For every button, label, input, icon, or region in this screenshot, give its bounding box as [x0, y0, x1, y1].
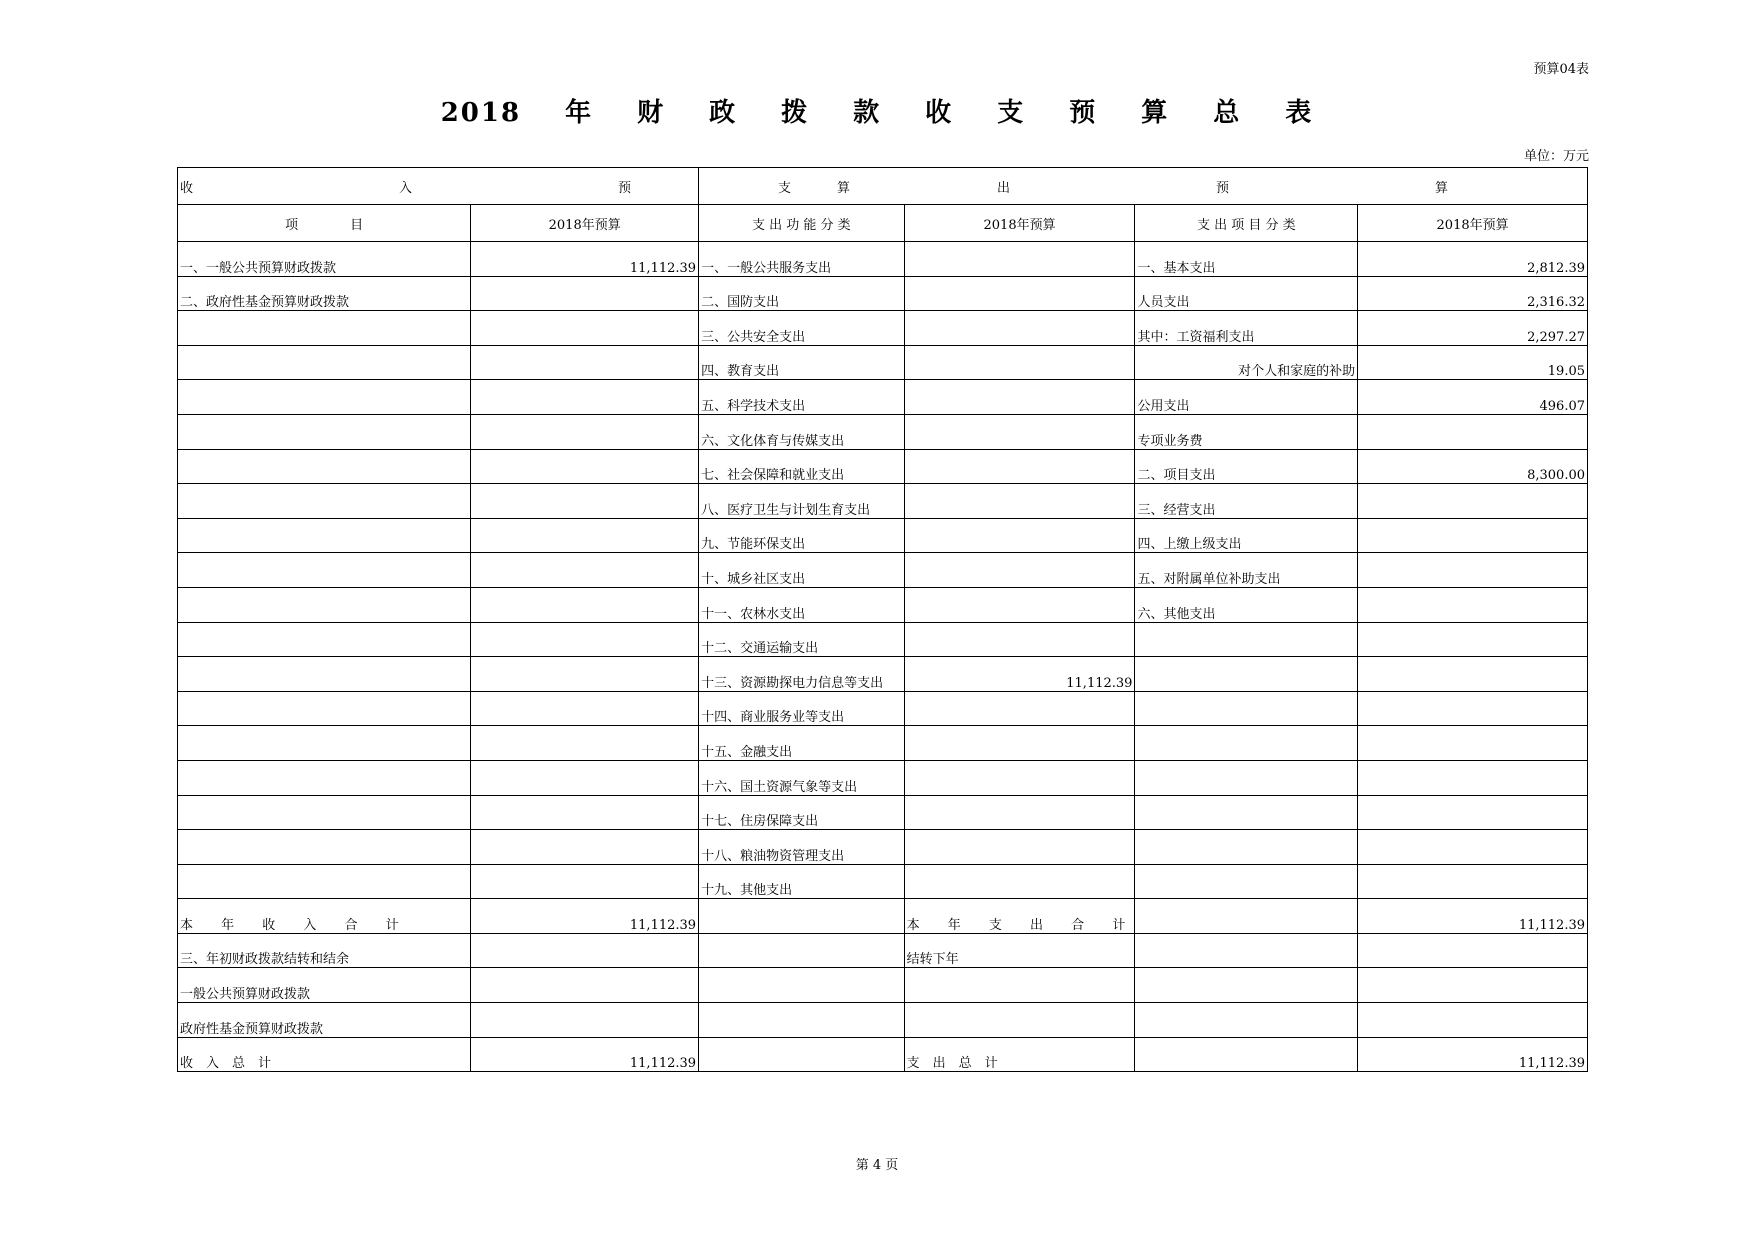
income-item — [178, 553, 471, 588]
col-header-proj: 支 出 项 目 分 类 — [1135, 205, 1358, 242]
title-char: 款 — [853, 98, 882, 128]
income-value — [471, 830, 699, 865]
title-char: 算 — [1141, 98, 1170, 128]
income-value — [471, 933, 699, 968]
proj-value: 11,112.39 — [1358, 899, 1588, 934]
func-value — [904, 622, 1135, 657]
func-item: 十七、住房保障支出 — [699, 795, 905, 830]
proj-value: 496.07 — [1358, 380, 1588, 415]
proj-item: 四、上缴上级支出 — [1135, 518, 1358, 553]
proj-item — [1135, 1003, 1358, 1038]
func-value — [904, 1003, 1135, 1038]
income-item — [178, 449, 471, 484]
table-row — [178, 899, 1588, 934]
proj-item — [1135, 933, 1358, 968]
title-char: 年 — [565, 98, 594, 128]
proj-value — [1358, 553, 1588, 588]
func-value — [904, 380, 1135, 415]
table-row — [178, 726, 1588, 761]
income-value — [471, 587, 699, 622]
income-item — [178, 518, 471, 553]
proj-item — [1135, 899, 1358, 934]
func-value — [904, 414, 1135, 449]
proj-value — [1358, 933, 1588, 968]
func-value — [904, 449, 1135, 484]
table-row — [178, 414, 1588, 449]
proj-value: 19.05 — [1358, 345, 1588, 380]
proj-value — [1358, 760, 1588, 795]
proj-value: 2,297.27 — [1358, 311, 1588, 346]
func-item: 十六、国土资源气象等支出 — [699, 760, 905, 795]
proj-item: 公用支出 — [1135, 380, 1358, 415]
income-item — [178, 760, 471, 795]
income-item: 政府性基金预算财政拨款 — [178, 1003, 471, 1038]
func-item: 五、科学技术支出 — [699, 380, 905, 415]
page-title — [0, 92, 1754, 129]
income-value — [471, 449, 699, 484]
proj-item — [1135, 691, 1358, 726]
proj-item — [1135, 864, 1358, 899]
income-item — [178, 587, 471, 622]
table-row — [178, 242, 1588, 277]
proj-value — [1358, 795, 1588, 830]
income-item — [178, 726, 471, 761]
table-row — [178, 380, 1588, 415]
income-value — [471, 622, 699, 657]
table-row — [178, 968, 1588, 1003]
func-value — [904, 691, 1135, 726]
income-item — [178, 691, 471, 726]
table-row — [178, 691, 1588, 726]
income-item — [178, 311, 471, 346]
func-item: 十八、粮油物资管理支出 — [699, 830, 905, 865]
table-row — [178, 276, 1588, 311]
func-value — [904, 345, 1135, 380]
proj-value — [1358, 622, 1588, 657]
expense-group-header: 支 出 预 算 — [699, 168, 1588, 205]
func-value — [904, 760, 1135, 795]
income-item — [178, 484, 471, 519]
income-value — [471, 760, 699, 795]
func-item: 四、教育支出 — [699, 345, 905, 380]
income-value — [471, 795, 699, 830]
income-value — [471, 968, 699, 1003]
income-value — [471, 380, 699, 415]
proj-item: 人员支出 — [1135, 276, 1358, 311]
func-value — [904, 484, 1135, 519]
proj-value — [1358, 691, 1588, 726]
title-char: 2018 — [440, 98, 522, 128]
income-value — [471, 518, 699, 553]
income-value: 11,112.39 — [471, 1037, 699, 1072]
func-item: 十、城乡社区支出 — [699, 553, 905, 588]
table-row — [178, 345, 1588, 380]
income-item — [178, 380, 471, 415]
income-item — [178, 345, 471, 380]
func-item — [699, 968, 905, 1003]
col-header-func: 支 出 功 能 分 类 — [699, 205, 905, 242]
func-item: 七、社会保障和就业支出 — [699, 449, 905, 484]
func-value — [904, 553, 1135, 588]
title-char: 预 — [1069, 98, 1098, 128]
proj-value — [1358, 587, 1588, 622]
income-value — [471, 657, 699, 692]
proj-value — [1358, 726, 1588, 761]
func-item: 一、一般公共服务支出 — [699, 242, 905, 277]
proj-value — [1358, 484, 1588, 519]
income-value — [471, 691, 699, 726]
income-value — [471, 1003, 699, 1038]
table-row — [178, 864, 1588, 899]
table-row — [178, 553, 1588, 588]
col-header-item: 项 目 — [178, 205, 471, 242]
proj-item: 专项业务费 — [1135, 414, 1358, 449]
proj-value — [1358, 657, 1588, 692]
proj-value: 11,112.39 — [1358, 1037, 1588, 1072]
income-item — [178, 864, 471, 899]
proj-item: 其中：工资福利支出 — [1135, 311, 1358, 346]
page-number: 第 4 页 — [855, 1158, 899, 1173]
func-value — [904, 518, 1135, 553]
proj-item: 一、基本支出 — [1135, 242, 1358, 277]
proj-item: 六、其他支出 — [1135, 587, 1358, 622]
proj-item: 五、对附属单位补助支出 — [1135, 553, 1358, 588]
income-value: 11,112.39 — [471, 899, 699, 934]
proj-item — [1135, 795, 1358, 830]
table-row — [178, 484, 1588, 519]
func-item: 三、公共安全支出 — [699, 311, 905, 346]
func-item: 十二、交通运输支出 — [699, 622, 905, 657]
proj-value: 8,300.00 — [1358, 449, 1588, 484]
proj-value — [1358, 1003, 1588, 1038]
func-value — [904, 726, 1135, 761]
func-item: 八、医疗卫生与计划生育支出 — [699, 484, 905, 519]
table-row — [178, 657, 1588, 692]
func-item: 十一、农林水支出 — [699, 587, 905, 622]
proj-value: 2,316.32 — [1358, 276, 1588, 311]
income-value — [471, 864, 699, 899]
func-value: 结转下年 — [904, 933, 1135, 968]
title-char: 表 — [1285, 98, 1314, 128]
title-char: 支 — [997, 98, 1026, 128]
income-value — [471, 345, 699, 380]
income-item: 收 入 总 计 — [178, 1037, 471, 1072]
func-item — [699, 1037, 905, 1072]
proj-item — [1135, 657, 1358, 692]
func-item: 六、文化体育与传媒支出 — [699, 414, 905, 449]
col-header-func-budget: 2018年预算 — [904, 205, 1135, 242]
income-item — [178, 657, 471, 692]
table-row — [178, 795, 1588, 830]
income-value — [471, 311, 699, 346]
income-value: 11,112.39 — [471, 242, 699, 277]
col-header-proj-budget: 2018年预算 — [1358, 205, 1588, 242]
table-row — [178, 760, 1588, 795]
income-item — [178, 795, 471, 830]
title-char: 总 — [1213, 98, 1242, 128]
func-value — [904, 587, 1135, 622]
func-item: 十三、资源勘探电力信息等支出 — [699, 657, 905, 692]
proj-value: 2,812.39 — [1358, 242, 1588, 277]
func-value — [904, 276, 1135, 311]
proj-item — [1135, 622, 1358, 657]
title-char: 财 — [637, 98, 666, 128]
proj-item — [1135, 830, 1358, 865]
func-value — [904, 864, 1135, 899]
func-item: 十四、商业服务业等支出 — [699, 691, 905, 726]
title-char: 拨 — [781, 98, 810, 128]
func-item: 十五、金融支出 — [699, 726, 905, 761]
income-value — [471, 276, 699, 311]
func-value: 本 年 支 出 合 计 — [904, 899, 1135, 934]
func-value: 支 出 总 计 — [904, 1037, 1135, 1072]
proj-item — [1135, 1037, 1358, 1072]
income-item: 一般公共预算财政拨款 — [178, 968, 471, 1003]
func-item: 九、节能环保支出 — [699, 518, 905, 553]
table-row — [178, 518, 1588, 553]
income-item: 二、政府性基金预算财政拨款 — [178, 276, 471, 311]
table-row — [178, 622, 1588, 657]
unit-label: 单位：万元 — [1523, 149, 1589, 164]
proj-value — [1358, 864, 1588, 899]
func-value — [904, 795, 1135, 830]
proj-item — [1135, 760, 1358, 795]
income-value — [471, 726, 699, 761]
proj-item — [1135, 968, 1358, 1003]
func-item: 二、国防支出 — [699, 276, 905, 311]
proj-item: 对个人和家庭的补助 — [1135, 345, 1358, 380]
proj-value — [1358, 830, 1588, 865]
title-char: 收 — [925, 98, 954, 128]
proj-value — [1358, 414, 1588, 449]
col-header-budget: 2018年预算 — [471, 205, 699, 242]
income-item: 三、年初财政拨款结转和结余 — [178, 933, 471, 968]
func-item — [699, 899, 905, 934]
table-row — [178, 311, 1588, 346]
table-row — [178, 933, 1588, 968]
income-item — [178, 830, 471, 865]
func-value — [904, 968, 1135, 1003]
income-value — [471, 484, 699, 519]
table-row — [178, 587, 1588, 622]
income-value — [471, 414, 699, 449]
proj-item — [1135, 726, 1358, 761]
func-item: 十九、其他支出 — [699, 864, 905, 899]
proj-value — [1358, 518, 1588, 553]
func-value — [904, 830, 1135, 865]
table-row — [178, 449, 1588, 484]
income-value — [471, 553, 699, 588]
title-char: 政 — [709, 98, 738, 128]
income-item — [178, 414, 471, 449]
func-value — [904, 311, 1135, 346]
proj-item: 三、经营支出 — [1135, 484, 1358, 519]
budget-table — [177, 167, 1588, 1072]
table-row — [178, 830, 1588, 865]
table-row — [178, 1003, 1588, 1038]
income-item: 本 年 收 入 合 计 — [178, 899, 471, 934]
func-item — [699, 933, 905, 968]
func-item — [699, 1003, 905, 1038]
income-group-header: 收 入 预 算 — [178, 168, 699, 205]
income-item: 一、一般公共预算财政拨款 — [178, 242, 471, 277]
func-value: 11,112.39 — [904, 657, 1135, 692]
proj-value — [1358, 968, 1588, 1003]
proj-item: 二、项目支出 — [1135, 449, 1358, 484]
table-row — [178, 1037, 1588, 1072]
income-item — [178, 622, 471, 657]
form-number: 预算04表 — [1533, 62, 1589, 77]
func-value — [904, 242, 1135, 277]
